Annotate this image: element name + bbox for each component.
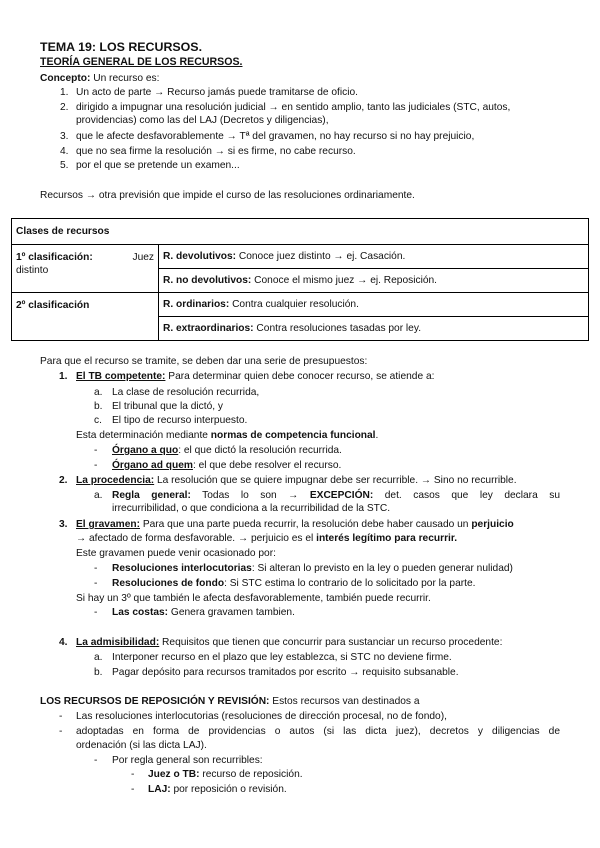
table-cell [159,245,589,269]
list-number: 1. [60,87,69,98]
presupuesto-term: El gravamen: [76,519,140,530]
gravamen-item [112,577,475,590]
presupuesto-3-line2 [76,532,457,545]
list-number: 1. [59,371,68,382]
organo-item [112,444,342,457]
reposicion-item-continuation: ordenación (si las dicta LAJ). [76,740,207,751]
sub-item: La clase de resolución recurrida, [112,387,260,398]
sub-letter: a. [94,387,103,398]
interes-legitimo-term: interés legítimo para recurrir. [316,533,458,544]
dash-bullet: - [59,726,63,737]
gravamen-occasion: Este gravamen puede venir ocasionado por: [76,548,276,559]
perjuicio-term: perjuicio [471,519,514,530]
determinacion-text: Esta determinación mediante [76,430,211,441]
presupuesto-term: La admisibilidad: [76,637,160,648]
table-cell-clasificacion-1 [12,245,159,293]
presupuesto-text: Para determinar quien debe conocer recurso, se atiende a: [165,371,435,382]
gravamen-term: Resoluciones interlocutorias [112,563,252,574]
list-item: que le afecte desfavorablemente → Tª del gravamen, no hay recurso si no hay prejuicio, [76,131,475,142]
recurso-item [148,783,287,796]
gravamen-item [112,562,513,575]
sub-item: El tribunal que la dictó, y [112,401,223,412]
dash-bullet: - [94,445,98,456]
presupuesto-4 [76,636,502,649]
list-number: 3. [60,131,69,142]
regla-general-line [112,489,560,502]
regla-general-recurribles: Por regla general son recurribles: [112,755,263,766]
dash-bullet: - [94,563,98,574]
presupuesto-2 [76,474,517,487]
list-item-continuation: providencias) como las del LAJ (Decretos y diligencias), [76,115,329,126]
table-cell-clasificacion-2: 2º clasificación [12,293,159,341]
costas-item [112,606,295,619]
cell-text: Conoce el mismo juez → ej. Reposición. [251,275,438,286]
sub-item: Pagar depósito para recursos tramitados por escrito → requisito subsanable. [112,667,459,678]
dash-bullet: - [94,578,98,589]
table-header-row [12,219,589,245]
concepto-intro: Un recurso es: [90,73,160,84]
cell-text: Contra cualquier resolución. [229,299,359,310]
organo-text: : el que debe resolver el recurso. [192,460,342,471]
dash-bullet: - [131,769,135,780]
presupuesto-term: El TB competente: [76,371,166,382]
table-header: Clases de recursos [12,219,589,245]
presupuesto-3 [76,518,514,531]
dash-bullet: - [94,607,98,618]
excepcion-text: det. casos que ley declara su [373,490,560,501]
concepto-label: Concepto: [40,73,91,84]
organo-term: Órgano a quo [112,445,179,456]
clasificacion-1-line2: distinto [16,265,49,276]
presupuesto-text: Para que una parte pueda recurrir, la resolución debe haber causado un [139,519,472,530]
reposicion-item: adoptadas en forma de providencias o autos (si las dicta juez), decretos y diligencias de [76,726,560,737]
recurso-term: LAJ: [148,784,171,795]
gravamen-term: Resoluciones de fondo [112,578,225,589]
recurso-item [148,768,303,781]
table-cell [159,269,589,293]
tercero-line: Si hay un 3º que también le afecta desfavorablemente, también puede recurrir. [76,593,431,604]
regla-general-line2: irrecurribilidad, o que condiciona a la recurribilidad de la STC. [112,503,391,514]
recurso-text: recurso de reposición. [199,769,303,780]
gravamen-item-text: : Si alteran lo previsto en la ley o pueden generar nulidad) [251,563,513,574]
cell-text: Contra resoluciones tasadas por ley. [253,323,422,334]
reposicion-heading [40,695,420,708]
sub-letter: c. [94,415,102,426]
organo-item [112,459,341,472]
dash-bullet: - [94,755,98,766]
cell-term: R. extraordinarios: [163,323,254,334]
list-number: 4. [59,637,68,648]
table-cell [159,293,589,317]
reposicion-text: Estos recursos van destinados a [269,696,420,707]
clasificacion-1-tail: Juez [132,252,154,263]
list-number: 5. [60,160,69,171]
list-number: 2. [60,102,69,113]
presupuestos-intro: Para que el recurso se tramite, se deben dar una serie de presupuestos: [40,356,368,367]
list-item: Un acto de parte → Recurso jamás puede tramitarse de oficio. [76,87,358,98]
cell-term: R. no devolutivos: [163,275,252,286]
cell-term: R. devolutivos: [163,251,237,262]
reposicion-item: Las resoluciones interlocutorias (resoluciones de dirección procesal, no de fondo), [76,711,447,722]
concepto-line [40,72,159,85]
list-item: por el que se pretende un examen... [76,160,240,171]
recurso-text: por reposición o revisión. [170,784,287,795]
list-number: 3. [59,519,68,530]
sub-letter: b. [94,667,103,678]
recurso-term: Juez o TB: [148,769,200,780]
determinacion-line [76,429,378,442]
determinacion-end: . [375,430,379,441]
excepcion-term: EXCEPCIÓN: [309,490,374,501]
presupuesto-text: Requisitos que tienen que concurrir para sustanciar un recurso procedente: [159,637,503,648]
costas-term: Las costas: [112,607,169,618]
table-row [12,293,589,317]
sub-letter: a. [94,490,103,501]
regla-text: Todas lo son → [190,490,310,501]
page-title: TEMA 19: LOS RECURSOS. [40,40,203,54]
presupuesto-1 [76,370,434,383]
dash-bullet: - [94,460,98,471]
list-number: 2. [59,475,68,486]
presupuesto-term: La procedencia: [76,475,155,486]
reposicion-term: LOS RECURSOS DE REPOSICIÓN Y REVISIÓN: [40,696,270,707]
dash-bullet: - [59,711,63,722]
determinacion-term: normas de competencia funcional [210,430,376,441]
table-row [12,245,589,269]
costas-text: Genera gravamen tambien. [168,607,295,618]
list-item: dirigido a impugnar una resolución judicial → en sentido amplio, tanto las judiciales (STC, autos, [76,102,511,113]
list-item: que no sea firme la resolución → si es firme, no cabe recurso. [76,146,356,157]
sub-letter: a. [94,652,103,663]
section-title: TEORÍA GENERAL DE LOS RECURSOS. [40,56,243,68]
sub-item: El tipo de recurso interpuesto. [112,415,248,426]
organo-text: : el que dictó la resolución recurrida. [178,445,342,456]
sub-letter: b. [94,401,103,412]
presupuesto-text: La resolución que se quiere impugnar debe ser recurrible. → Sino no recurrible. [154,475,517,486]
dash-bullet: - [131,784,135,795]
sub-item: Interponer recurso en el plazo que ley establezca, si STC no deviene firme. [112,652,452,663]
regla-term: Regla general: [112,490,191,501]
clasificacion-1-label: 1º clasificación: [16,252,93,263]
recursos-line: Recursos → otra previsión que impide el curso de las resoluciones ordinariamente. [40,190,415,201]
gravamen-text: → afectado de forma desfavorable. → perjuicio es el [76,533,317,544]
clases-recursos-table [11,218,589,341]
cell-text: Conoce juez distinto → ej. Casación. [236,251,406,262]
gravamen-item-text: : Si STC estima lo contrario de lo solicitado por la parte. [224,578,476,589]
organo-term: Órgano ad quem [112,460,193,471]
table-cell [159,317,589,341]
list-number: 4. [60,146,69,157]
cell-term: R. ordinarios: [163,299,230,310]
